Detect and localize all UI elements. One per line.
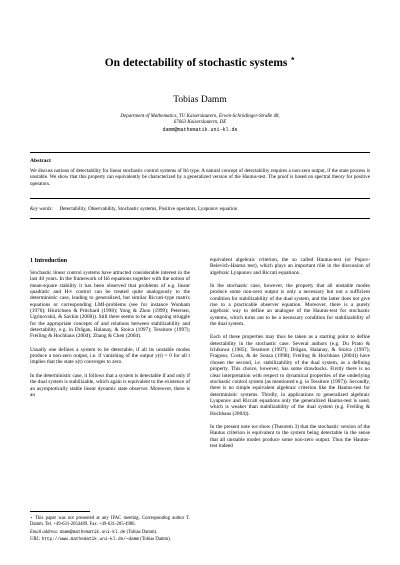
footnote-url-label: URL: — [30, 537, 41, 543]
intro-paragraph-3: In the deterministic case, it follows that a system is detectable if and only if the dual system is stabilizable, which again is equivalent to the existence of an asymptotically stable linear dynamic state observer. Moreover, there is an — [30, 372, 190, 398]
author-affiliation — [60, 114, 340, 133]
footnote-url-link[interactable]: http://www.mathematik.uni-kl.de/~damm — [41, 537, 140, 543]
abstract-top-rule — [30, 152, 370, 153]
left-column — [30, 270, 190, 405]
right-column — [210, 257, 370, 456]
footnote-email-link[interactable]: damm@mathematik.uni-kl.de — [59, 529, 126, 535]
footnote-email-person: (Tobias Damm). — [126, 529, 158, 535]
affiliation-line-2: 67663 Kaiserslautern, DE — [173, 120, 227, 126]
author-email: damm@mathematik.uni-kl.de — [162, 126, 238, 133]
footnote-email — [30, 530, 190, 536]
keywords-rule — [30, 218, 370, 219]
footnote-star: ⋆ This paper was not presented at any IFAC meeting. Corresponding author T. Damm. Tel. +49-631-2054489. Fax: +49-631-205-4986. — [30, 516, 190, 527]
footnote-url — [30, 537, 190, 543]
intro-paragraph-6: Each of these properties may thus be taken as a starting point to define detectability in the stochastic case. Several authors (e.g. Du Prato & Ichikawa (1985); Tessitore (1997); Drăgan, Halanay, & Stoica (1997); Fragoso, Costa, & de Souza (1998); Freiling & Hochhaus (2004)) have chosen the second, i.e. stabilizability of the dual system, as a defining property. This choice, however, has some drawbacks. Firstly there is no clear interpretation with respect to dynamical properties of the underlying stochastic control system (as mentioned e.g. in Tessitore (1997)). Secondly, there is no simple equivalent algebraic criterion like the Hautus-test for deterministic systems. Thirdly, in applications to generalized algebraic Lyapunov and Riccati equations only the generalized Hautus-test is used, which is weaker than stabilizability of the dual system (e.g. Freiling & Hochhaus (2004)). — [210, 334, 370, 417]
author-name: Tobias Damm — [173, 95, 227, 105]
abstract-text: We discuss notions of detectability for linear stochastic control systems of Itô type. A natural concept of detectability requires a non-zero output, if the state process is unstable. We show that this property can equivalently be characterized by a generalized version of the Hautus-test. The proof is based on spectral theory for positive operators. — [30, 168, 370, 187]
intro-paragraph-5: In the stochastic case, however, the property that all unstable modes produce some non-zero output is only a necessary but not a sufficient condition for stabilizability of the dual system, and the latter does not give rise to a practicable observer equation. Moreover, there is a purely algebraic way to define an analogue of the Hautus-test for stochastic systems, which turns out to be a necessary condition for stabilizability of the dual system. — [210, 283, 370, 328]
footnote-rule — [30, 511, 90, 512]
abstract-heading: Abstract — [30, 158, 51, 164]
keywords-list: Detectability, Observability, Stochastic systems, Positive operators, Lyapunov equation — [59, 206, 238, 212]
paper-title — [0, 54, 400, 69]
keywords — [30, 206, 370, 212]
abstract-bottom-rule — [30, 198, 370, 199]
intro-paragraph-1: Stochastic linear control systems have attracted considerable interest in the last 40 years. In the framework of Itô equations together with the notion of mean-square stability it has been observed that problems of e.g. linear quadratic and H∞ control can be treated quite analogously to the deterministic case, leading to generalized, but similar Riccati-type matrix equations or corresponding LMI-problems (see for instance Wonham (1970); Hinrichsen & Pritchard (1998); Yong & Zhou (1999); Petersen, Ugrinovskii, & Savkin (2000)). Still there seems to be an ongoing struggle for the appropriate concepts of and relations between stabilizability and detectability, e.g. in Drăgan, Halanay, & Stoica (1997); Tessitore (1997); Freiling & Hochhaus (2004); Zhang & Chen (2004). — [30, 270, 190, 340]
intro-paragraph-7: In the present note we show (Theorem 3) that the stochastic version of the Hautus criterion is equivalent to the system being detectable in the sense that all unstable modes produce some non-zero output. Thus the Hautus-test indeed — [210, 423, 370, 449]
keywords-label: Key words: — [30, 206, 54, 212]
affiliation-line-1: Department of Mathematics, TU Kaiserslautern, Erwin-Schrödinger-Straße 48, — [120, 114, 280, 119]
intro-paragraph-2: Usually one defines a system to be detectable, if all its unstable modes produce a non-zero output, i.e. if vanishing of the output y(t) = 0 for all t implies that the state x(t) converges to zero. — [30, 346, 190, 366]
footnotes — [30, 516, 190, 545]
section-heading-introduction: 1 Introduction — [30, 258, 68, 264]
title-footnote-mark: ⋆ — [290, 54, 296, 63]
intro-paragraph-4: equivalent algebraic criterion, the so called Hautus-test (or Popov-Belevich-Hautus test), which plays an important rôle in the discussion of algebraic Lyapunov and Riccati equations. — [210, 257, 370, 276]
footnote-email-label: Email address: — [30, 529, 59, 535]
footnote-url-person: (Tobias Damm). — [140, 537, 171, 543]
title-text: On detectability of stochastic systems — [104, 56, 288, 69]
